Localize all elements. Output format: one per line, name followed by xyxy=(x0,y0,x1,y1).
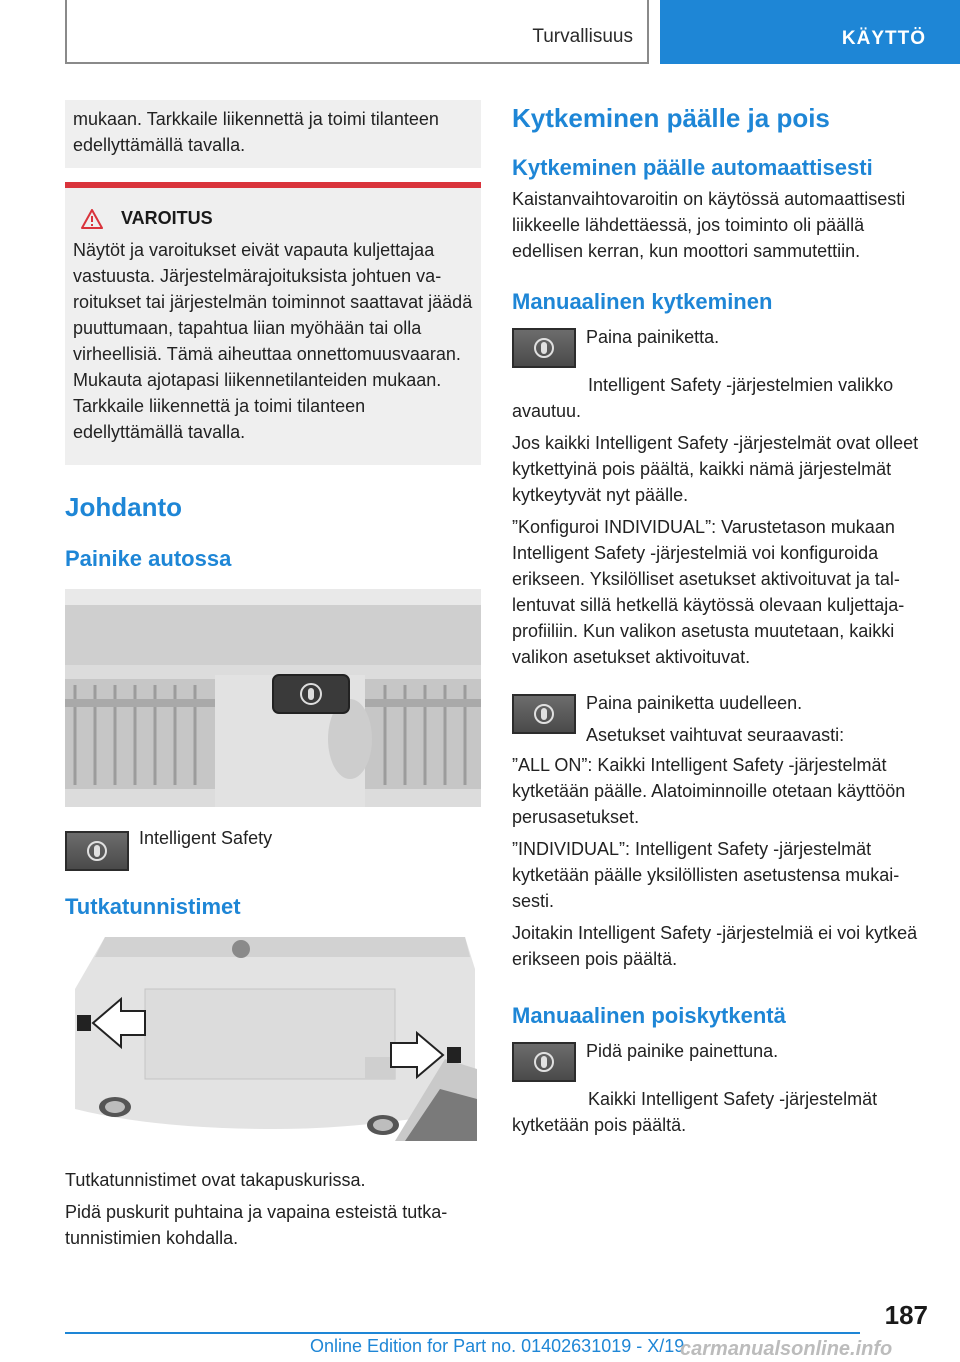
rear-bumper-illustration xyxy=(65,929,481,1141)
intelligent-safety-button-icon xyxy=(512,1042,576,1082)
intelligent-safety-button-icon xyxy=(512,694,576,734)
heading-button-in-car: Painike autossa xyxy=(65,546,232,571)
header-section-box xyxy=(65,0,649,64)
continued-warning-box xyxy=(65,100,481,168)
warning-triangle-icon xyxy=(81,209,103,229)
heading-switch-on-off: Kytkeminen päälle ja pois xyxy=(512,103,830,133)
some-cannot-switch-off-text: Joitakin Intelligent Safety -järjestelmiä ei voi kytkeä erikseen pois päältä. xyxy=(512,923,918,969)
heading-auto-switch-on: Kytkeminen päälle automaattisesti xyxy=(512,155,873,180)
all-switched-off-text: Kaikki Intelligent Safety -järjestelmät kytketään pois päältä. xyxy=(512,1089,878,1135)
button-location-image xyxy=(65,589,481,807)
right-column xyxy=(512,100,930,1138)
configure-individual-text: ”Konfiguroi INDIVIDUAL”: Varustetason mukaan Intelligent Safety -järjestelmiä voi konfiguroida erikseen. Yksilölliset asetukset aktivoituvat ja tallentuvat sillä hetkellä käytössä olevaan kuljettajaprofiiliin. Kun valikon asetusta muutetaan, kaikki valikon asetukset aktivoituvat. xyxy=(512,517,905,667)
radar-sensors-clean-text: Pidä puskurit puhtaina ja vapaina esteistä tutkatunnistimien kohdalla. xyxy=(65,1202,448,1248)
all-switched-on-text: Jos kaikki Intelligent Safety -järjestelmät ovat olleet kytkettyinä pois päältä, kaikki nämä järjestelmät kytkeytyvät nyt päälle. xyxy=(512,433,919,505)
heading-radar-sensors: Tutkatunnistimet xyxy=(65,894,241,919)
heading-intro: Johdanto xyxy=(65,492,182,522)
dashboard-illustration xyxy=(65,589,481,807)
warning-header xyxy=(73,208,473,229)
warning-box xyxy=(65,182,481,465)
press-again-text: Paina painiketta uudelleen. xyxy=(586,693,803,713)
heading-manual-switch-on: Manuaalinen kytkeminen xyxy=(512,289,773,314)
manual-step-2 xyxy=(512,690,930,748)
watermark: carmanualsonline.info xyxy=(680,1338,893,1360)
footer-rule xyxy=(65,1332,860,1334)
header-chapter-tab xyxy=(660,0,960,64)
page-number: 187 xyxy=(884,1300,928,1330)
header-section-title: Turvallisuus xyxy=(532,26,633,47)
left-column xyxy=(65,100,481,1251)
intelligent-safety-label: Intelligent Safety xyxy=(139,828,273,848)
radar-sensors-location-text: Tutkatunnistimet ovat takapuskurissa. xyxy=(65,1170,366,1190)
menu-opens-text: Intelligent Safety -järjestelmien valikko avautuu. xyxy=(512,375,894,421)
warning-body: Näytöt ja varoitukset eivät vapauta kuljettajaa vastuusta. Järjestelmärajoituksista johtuen varoitukset tai järjestelmän toiminnot saattavat jäädä puuttumaan, tapahtua liian myöhään tai olla virheellisiä. Tämä aiheuttaa onnettomuusvaaran. Mukauta ajotapasi liikennetilanteiden mukaan. Tarkkaile liikennettä ja toimi tilanteen edellyttämällä tavalla. xyxy=(73,240,473,442)
continued-warning-text: mukaan. Tarkkaile liikennettä ja toimi tilanteen edellyttämällä tavalla. xyxy=(73,109,439,155)
individual-text: ”INDIVIDUAL”: Intelligent Safety -järjestelmät kytketään päälle yksilöllisten asetustensa mukaisesti. xyxy=(512,839,900,911)
hold-button-text: Pidä painike painettuna. xyxy=(586,1041,779,1061)
auto-switch-on-text: Kaistanvaihtovaroitin on käytössä automaattisesti liikkeelle lähdettäessä, jos toiminto oli päällä edellisen kerran, kun moottori sammutettiin. xyxy=(512,189,906,261)
edition-text: Online Edition for Part no. 01402631019 - X/19 xyxy=(310,1336,685,1356)
radar-sensor-image xyxy=(65,929,481,1141)
settings-change-text: Asetukset vaihtuvat seuraavasti: xyxy=(586,725,845,745)
intelligent-safety-button-icon xyxy=(65,831,129,871)
manual-off-step xyxy=(512,1038,930,1082)
intelligent-safety-button-icon xyxy=(512,328,576,368)
heading-manual-switch-off: Manuaalinen poiskytkentä xyxy=(512,1003,786,1028)
header-chapter-label: KÄYTTÖ xyxy=(841,28,926,49)
warning-title: VAROITUS xyxy=(121,208,213,228)
manual-step-1 xyxy=(512,324,930,368)
intelligent-safety-legend xyxy=(65,827,481,871)
press-button-text: Paina painiketta. xyxy=(586,327,720,347)
all-on-text: ”ALL ON”: Kaikki Intelligent Safety -järjestelmät kytketään päälle. Alatoiminnoille otetaan käyttöön perusasetukset. xyxy=(512,755,906,827)
